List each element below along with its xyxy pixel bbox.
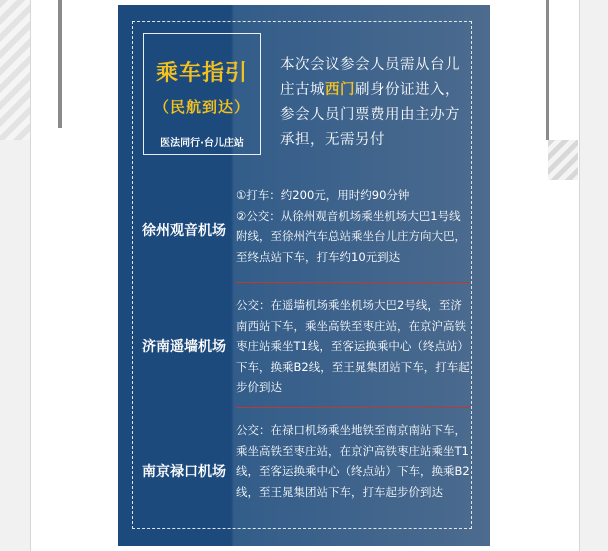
intro-text-before: 本次会议参会人员需从台儿庄古城 [280, 57, 460, 98]
route-description [236, 185, 470, 267]
route-line: ②公交：从徐州观音机场乘坐机场大巴1号线附线，至徐州汽车总站乘坐台儿庄方向大巴，至终点站下车，打车约10元到达 [236, 208, 466, 264]
title-box [143, 33, 261, 155]
intro-paragraph [280, 53, 470, 153]
decorative-bar-right [546, 0, 549, 140]
route-description [236, 420, 470, 502]
airport-name: 南京禄口机场 [142, 464, 226, 480]
airport-name: 徐州观音机场 [142, 223, 226, 239]
route-line: 公交：在遥墙机场乘坐机场大巴2号线，至济南西站下车，乘坐高铁至枣庄站，在京沪高铁枣庄站乘坐T1线，至客运换乘中心（终点站）下车，换乘B2线，至王晁集团站下车，打车起步价到达 [236, 298, 470, 394]
intro-text-after: 刷身份证进入，参会人员门票费用由主办方承担，无需另付 [280, 82, 460, 148]
route-line: ①打车：约200元，用时约90分钟 [236, 188, 410, 202]
route-nanjing [118, 420, 490, 530]
route-line: 公交：在禄口机场乘坐地铁至南京南站下车，乘坐高铁至枣庄站，在京沪高铁枣庄站乘坐T1线，至客运换乘中心（终点站）下车，换乘B2线，至王晁集团站下车，打车起步价到达 [236, 423, 470, 499]
route-jinan [118, 295, 490, 405]
route-xuzhou [118, 185, 490, 275]
decorative-stripe-left [0, 0, 30, 140]
poster-title: 乘车指引 [155, 61, 248, 86]
decorative-stripe-right [548, 140, 578, 180]
route-description [236, 295, 470, 398]
intro-highlight-west-gate: 西门 [325, 82, 355, 98]
poster-tagline: 医法同行·台儿庄站 [160, 138, 244, 149]
divider [236, 282, 470, 283]
decorative-bar-left [58, 0, 62, 128]
poster-subtitle: （民航到达） [153, 98, 250, 116]
airport-name: 济南遥墙机场 [142, 339, 226, 355]
transport-guide-poster [118, 5, 490, 546]
divider [236, 407, 470, 408]
